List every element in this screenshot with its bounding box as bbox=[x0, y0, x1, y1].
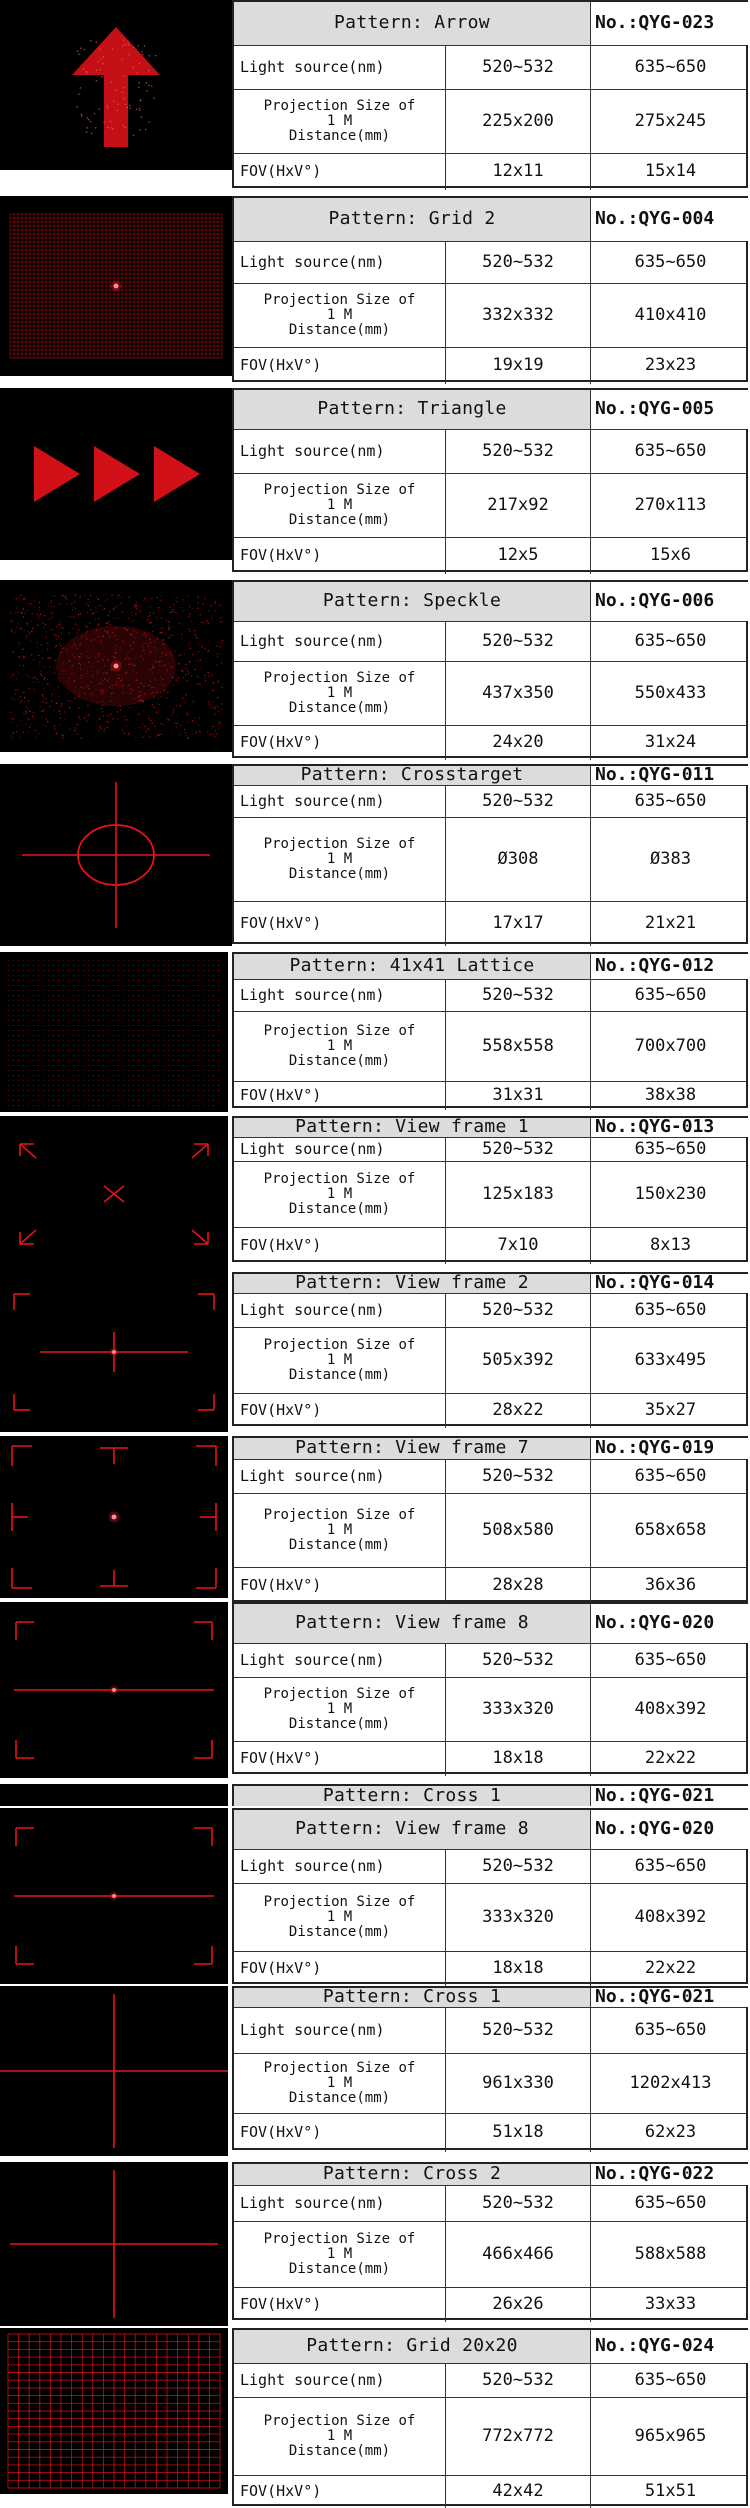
row-label: Light source(nm) bbox=[234, 786, 446, 817]
row-label: Light source(nm) bbox=[234, 430, 446, 473]
value-red: Ø383 bbox=[650, 848, 691, 869]
spec-table bbox=[232, 196, 748, 382]
value-red: 635~650 bbox=[634, 251, 707, 272]
row-label: Projection Size of 1 M Distance(mm) bbox=[234, 2398, 446, 2475]
value-green: 520~532 bbox=[446, 1460, 591, 1493]
row-label: Light source(nm) bbox=[234, 2364, 446, 2397]
value-green: 333x320 bbox=[446, 1884, 591, 1951]
pattern-block bbox=[0, 2328, 750, 2502]
fov-row bbox=[234, 1952, 746, 1986]
projection-size-row bbox=[234, 2222, 746, 2288]
value-green: 520~532 bbox=[446, 242, 591, 283]
value-red: 635~650 bbox=[634, 790, 707, 811]
pattern-name: Pattern: Grid 2 bbox=[234, 198, 591, 241]
fov-row bbox=[234, 1228, 746, 1264]
value-green: Ø308 bbox=[446, 818, 591, 901]
value-red: 408x392 bbox=[634, 1906, 707, 1927]
model-number: No.:QYG-021 bbox=[591, 1786, 750, 1806]
value-red: 635~650 bbox=[634, 2019, 707, 2040]
row-label: Light source(nm) bbox=[234, 242, 446, 283]
spec-table bbox=[232, 2328, 748, 2506]
value-green: 520~532 bbox=[446, 1644, 591, 1677]
value-red: 270x113 bbox=[634, 494, 707, 515]
strip-thumb bbox=[0, 1784, 228, 1806]
light-source-row bbox=[234, 2364, 746, 2398]
row-label: Light source(nm) bbox=[234, 980, 446, 1011]
table-header-row bbox=[234, 1786, 746, 1806]
model-number: No.:QYG-006 bbox=[591, 582, 750, 621]
fov-row bbox=[234, 1742, 746, 1776]
projection-size-row bbox=[234, 662, 746, 726]
value-red: 635~650 bbox=[634, 630, 707, 651]
pattern-block bbox=[0, 764, 750, 952]
spec-table bbox=[232, 1436, 748, 1602]
table-header-row bbox=[234, 198, 746, 242]
row-label: Projection Size of 1 M Distance(mm) bbox=[234, 90, 446, 153]
value-green: 961x330 bbox=[446, 2054, 591, 2113]
projection-size-row bbox=[234, 474, 746, 538]
model-number: No.:QYG-024 bbox=[591, 2330, 750, 2363]
value-red: 635~650 bbox=[634, 1138, 707, 1159]
spec-table bbox=[232, 1116, 748, 1262]
value-red: 658x658 bbox=[634, 1519, 707, 1540]
value-red: 635~650 bbox=[634, 1465, 707, 1486]
row-label: FOV(HxV°) bbox=[234, 726, 446, 760]
fov-row bbox=[234, 1568, 746, 1604]
row-label: FOV(HxV°) bbox=[234, 2288, 446, 2322]
pattern-name: Pattern: Cross 1 bbox=[234, 1988, 591, 2007]
model-number: No.:QYG-020 bbox=[591, 1604, 750, 1643]
pattern-block bbox=[0, 196, 750, 388]
projection-size-row bbox=[234, 818, 746, 902]
value-red: 15x14 bbox=[644, 161, 697, 182]
pattern-name: Pattern: Cross 1 bbox=[234, 1786, 591, 1806]
value-green: 28x28 bbox=[446, 1568, 591, 1604]
value-red: 36x36 bbox=[644, 1575, 697, 1596]
value-green: 520~532 bbox=[446, 980, 591, 1011]
value-red: 15x6 bbox=[650, 545, 691, 566]
projection-size-row bbox=[234, 1494, 746, 1568]
table-header-row bbox=[234, 2164, 746, 2186]
row-label: FOV(HxV°) bbox=[234, 348, 446, 384]
spec-table bbox=[232, 1808, 748, 1984]
row-label: Light source(nm) bbox=[234, 1294, 446, 1327]
projection-size-row bbox=[234, 284, 746, 348]
row-label: Light source(nm) bbox=[234, 622, 446, 661]
row-label: FOV(HxV°) bbox=[234, 154, 446, 190]
model-number: No.:QYG-022 bbox=[591, 2164, 750, 2185]
row-label: FOV(HxV°) bbox=[234, 902, 446, 946]
value-red: 31x24 bbox=[644, 732, 697, 753]
model-number: No.:QYG-021 bbox=[591, 1988, 750, 2007]
value-red: 150x230 bbox=[634, 1183, 707, 1204]
cross-1-pattern-icon bbox=[0, 1986, 228, 2156]
lattice-pattern-icon bbox=[0, 952, 228, 1112]
value-red: 635~650 bbox=[634, 2192, 707, 2213]
spec-table bbox=[232, 2162, 748, 2320]
row-label: Light source(nm) bbox=[234, 2008, 446, 2053]
row-label: FOV(HxV°) bbox=[234, 1082, 446, 1110]
value-red: 22x22 bbox=[644, 1748, 697, 1769]
projection-size-row bbox=[234, 1328, 746, 1394]
grid-pattern-icon bbox=[0, 196, 232, 376]
view-frame-7-pattern-icon bbox=[0, 1436, 228, 1598]
value-red: 633x495 bbox=[634, 1349, 707, 1370]
value-green: 520~532 bbox=[446, 2186, 591, 2221]
value-green: 12x11 bbox=[446, 154, 591, 190]
value-green: 520~532 bbox=[446, 786, 591, 817]
row-label: Projection Size of 1 M Distance(mm) bbox=[234, 1678, 446, 1741]
value-green: 520~532 bbox=[446, 1850, 591, 1883]
value-red: 33x33 bbox=[644, 2294, 697, 2315]
view-frame-1-pattern-icon bbox=[0, 1116, 228, 1272]
projection-size-row bbox=[234, 2398, 746, 2476]
clipped-header-strip bbox=[0, 1784, 750, 1806]
value-green: 772x772 bbox=[446, 2398, 591, 2475]
value-green: 51x18 bbox=[446, 2114, 591, 2152]
value-green: 17x17 bbox=[446, 902, 591, 946]
fov-row bbox=[234, 2288, 746, 2322]
row-label: FOV(HxV°) bbox=[234, 1568, 446, 1604]
value-red: 38x38 bbox=[644, 1085, 697, 1106]
row-label: Projection Size of 1 M Distance(mm) bbox=[234, 474, 446, 537]
view-frame-2-pattern-icon bbox=[0, 1272, 228, 1432]
fov-row bbox=[234, 726, 746, 760]
pattern-name: Pattern: Speckle bbox=[234, 582, 591, 621]
value-red: 62x23 bbox=[644, 2122, 697, 2143]
row-label: Light source(nm) bbox=[234, 1460, 446, 1493]
value-red: 410x410 bbox=[634, 304, 707, 325]
strip-table bbox=[232, 1784, 748, 1806]
value-green: 558x558 bbox=[446, 1012, 591, 1081]
pattern-name: Pattern: Crosstarget bbox=[234, 766, 591, 785]
value-green: 18x18 bbox=[446, 1742, 591, 1776]
value-green: 520~532 bbox=[446, 2364, 591, 2397]
cross-2-pattern-icon bbox=[0, 2162, 228, 2326]
triangle-pattern-icon bbox=[0, 388, 232, 560]
light-source-row bbox=[234, 980, 746, 1012]
table-header-row bbox=[234, 954, 746, 980]
table-header-row bbox=[234, 2, 746, 46]
projection-size-row bbox=[234, 1012, 746, 1082]
light-source-row bbox=[234, 1460, 746, 1494]
value-red: 635~650 bbox=[634, 56, 707, 77]
spec-table bbox=[232, 1602, 748, 1774]
fov-row bbox=[234, 348, 746, 384]
row-label: FOV(HxV°) bbox=[234, 2476, 446, 2508]
spec-table bbox=[232, 1986, 748, 2150]
row-label: FOV(HxV°) bbox=[234, 2114, 446, 2152]
value-red: 635~650 bbox=[634, 1855, 707, 1876]
row-label: Light source(nm) bbox=[234, 1850, 446, 1883]
value-red: 635~650 bbox=[634, 1299, 707, 1320]
row-label: Projection Size of 1 M Distance(mm) bbox=[234, 2222, 446, 2287]
value-green: 520~532 bbox=[446, 46, 591, 89]
row-label: FOV(HxV°) bbox=[234, 1228, 446, 1264]
value-red: 408x392 bbox=[634, 1698, 707, 1719]
value-red: 1202x413 bbox=[629, 2072, 712, 2093]
view-frame-8-pattern-icon bbox=[0, 1808, 228, 1984]
pattern-name: Pattern: View frame 1 bbox=[234, 1118, 591, 1137]
value-green: 466x466 bbox=[446, 2222, 591, 2287]
value-green: 31x31 bbox=[446, 1082, 591, 1110]
table-header-row bbox=[234, 1810, 746, 1850]
value-green: 225x200 bbox=[446, 90, 591, 153]
spec-table bbox=[232, 388, 748, 572]
pattern-name: Pattern: Triangle bbox=[234, 390, 591, 429]
projection-size-row bbox=[234, 1884, 746, 1952]
pattern-block bbox=[0, 1436, 750, 1602]
model-number: No.:QYG-005 bbox=[591, 390, 750, 429]
spec-table bbox=[232, 764, 748, 944]
speckle-pattern-icon bbox=[0, 580, 232, 752]
pattern-block bbox=[0, 1808, 750, 1986]
table-header-row bbox=[234, 766, 746, 786]
row-label: Projection Size of 1 M Distance(mm) bbox=[234, 284, 446, 347]
table-header-row bbox=[234, 2330, 746, 2364]
table-header-row bbox=[234, 390, 746, 430]
table-header-row bbox=[234, 1274, 746, 1294]
value-red: 635~650 bbox=[634, 984, 707, 1005]
row-label: Light source(nm) bbox=[234, 46, 446, 89]
model-number: No.:QYG-012 bbox=[591, 954, 750, 979]
fov-row bbox=[234, 2114, 746, 2152]
value-red: 23x23 bbox=[644, 355, 697, 376]
pattern-name: Pattern: Cross 2 bbox=[234, 2164, 591, 2185]
light-source-row bbox=[234, 1138, 746, 1162]
value-red: 700x700 bbox=[634, 1035, 707, 1056]
value-green: 28x22 bbox=[446, 1394, 591, 1428]
pattern-block bbox=[0, 1116, 750, 1272]
row-label: FOV(HxV°) bbox=[234, 1394, 446, 1428]
value-red: 588x588 bbox=[634, 2243, 707, 2264]
row-label: FOV(HxV°) bbox=[234, 1742, 446, 1776]
value-red: 35x27 bbox=[644, 1400, 697, 1421]
row-label: Projection Size of 1 M Distance(mm) bbox=[234, 662, 446, 725]
row-label: Projection Size of 1 M Distance(mm) bbox=[234, 1494, 446, 1567]
value-green: 217x92 bbox=[446, 474, 591, 537]
model-number: No.:QYG-020 bbox=[591, 1810, 750, 1849]
fov-row bbox=[234, 1394, 746, 1428]
table-header-row bbox=[234, 1438, 746, 1460]
pattern-block bbox=[0, 1602, 750, 1782]
light-source-row bbox=[234, 786, 746, 818]
grid-20x20-pattern-icon bbox=[0, 2328, 228, 2494]
light-source-row bbox=[234, 1294, 746, 1328]
pattern-block bbox=[0, 580, 750, 764]
row-label: FOV(HxV°) bbox=[234, 1952, 446, 1986]
value-green: 19x19 bbox=[446, 348, 591, 384]
table-header-row bbox=[234, 1988, 746, 2008]
arrow-pattern-icon bbox=[0, 0, 232, 170]
row-label: Projection Size of 1 M Distance(mm) bbox=[234, 1012, 446, 1081]
pattern-name: Pattern: View frame 8 bbox=[234, 1604, 591, 1643]
fov-row bbox=[234, 538, 746, 574]
spec-table bbox=[232, 0, 748, 188]
value-red: 22x22 bbox=[644, 1958, 697, 1979]
fov-row bbox=[234, 902, 746, 946]
pattern-block bbox=[0, 388, 750, 580]
value-green: 26x26 bbox=[446, 2288, 591, 2322]
model-number: No.:QYG-004 bbox=[591, 198, 750, 241]
value-green: 7x10 bbox=[446, 1228, 591, 1264]
light-source-row bbox=[234, 46, 746, 90]
pattern-block bbox=[0, 1986, 750, 2162]
value-green: 520~532 bbox=[446, 1138, 591, 1161]
value-green: 42x42 bbox=[446, 2476, 591, 2508]
value-green: 520~532 bbox=[446, 430, 591, 473]
pattern-block bbox=[0, 952, 750, 1116]
spec-table bbox=[232, 580, 748, 758]
value-green: 24x20 bbox=[446, 726, 591, 760]
value-green: 125x183 bbox=[446, 1162, 591, 1227]
light-source-row bbox=[234, 2008, 746, 2054]
value-red: 550x433 bbox=[634, 682, 707, 703]
value-green: 12x5 bbox=[446, 538, 591, 574]
light-source-row bbox=[234, 242, 746, 284]
value-red: 635~650 bbox=[634, 2369, 707, 2390]
value-green: 332x332 bbox=[446, 284, 591, 347]
light-source-row bbox=[234, 430, 746, 474]
pattern-name: Pattern: Grid 20x20 bbox=[234, 2330, 591, 2363]
row-label: Projection Size of 1 M Distance(mm) bbox=[234, 1328, 446, 1393]
value-red: 635~650 bbox=[634, 1649, 707, 1670]
table-header-row bbox=[234, 1118, 746, 1138]
pattern-block bbox=[0, 0, 750, 196]
value-red: 635~650 bbox=[634, 440, 707, 461]
row-label: FOV(HxV°) bbox=[234, 538, 446, 574]
pattern-block bbox=[0, 1272, 750, 1436]
pattern-name: Pattern: Arrow bbox=[234, 2, 591, 45]
model-number: No.:QYG-023 bbox=[591, 2, 750, 45]
fov-row bbox=[234, 154, 746, 190]
value-green: 520~532 bbox=[446, 622, 591, 661]
pattern-block bbox=[0, 2162, 750, 2328]
pattern-name: Pattern: 41x41 Lattice bbox=[234, 954, 591, 979]
model-number: No.:QYG-013 bbox=[591, 1118, 750, 1137]
view-frame-8-pattern-icon bbox=[0, 1602, 228, 1778]
light-source-row bbox=[234, 1644, 746, 1678]
value-red: 21x21 bbox=[644, 913, 697, 934]
table-header-row bbox=[234, 1604, 746, 1644]
pattern-name: Pattern: View frame 7 bbox=[234, 1438, 591, 1459]
fov-row bbox=[234, 2476, 746, 2508]
model-number: No.:QYG-019 bbox=[591, 1438, 750, 1459]
value-red: 51x51 bbox=[644, 2481, 697, 2502]
projection-size-row bbox=[234, 90, 746, 154]
fov-row bbox=[234, 1082, 746, 1110]
value-green: 437x350 bbox=[446, 662, 591, 725]
model-number: No.:QYG-014 bbox=[591, 1274, 750, 1293]
value-green: 508x580 bbox=[446, 1494, 591, 1567]
row-label: Projection Size of 1 M Distance(mm) bbox=[234, 1162, 446, 1227]
light-source-row bbox=[234, 1850, 746, 1884]
light-source-row bbox=[234, 2186, 746, 2222]
row-label: Light source(nm) bbox=[234, 1644, 446, 1677]
light-source-row bbox=[234, 622, 746, 662]
projection-size-row bbox=[234, 2054, 746, 2114]
value-red: 275x245 bbox=[634, 110, 707, 131]
row-label: Light source(nm) bbox=[234, 1138, 446, 1161]
value-green: 520~532 bbox=[446, 1294, 591, 1327]
value-red: 8x13 bbox=[650, 1235, 691, 1256]
pattern-name: Pattern: View frame 8 bbox=[234, 1810, 591, 1849]
row-label: Projection Size of 1 M Distance(mm) bbox=[234, 818, 446, 901]
value-red: 965x965 bbox=[634, 2425, 707, 2446]
pattern-name: Pattern: View frame 2 bbox=[234, 1274, 591, 1293]
model-number: No.:QYG-011 bbox=[591, 766, 750, 785]
spec-table bbox=[232, 1272, 748, 1426]
projection-size-row bbox=[234, 1162, 746, 1228]
crosstarget-pattern-icon bbox=[0, 764, 232, 946]
spec-table bbox=[232, 952, 748, 1108]
value-green: 333x320 bbox=[446, 1678, 591, 1741]
row-label: Light source(nm) bbox=[234, 2186, 446, 2221]
value-green: 18x18 bbox=[446, 1952, 591, 1986]
value-green: 520~532 bbox=[446, 2008, 591, 2053]
value-green: 505x392 bbox=[446, 1328, 591, 1393]
projection-size-row bbox=[234, 1678, 746, 1742]
table-header-row bbox=[234, 582, 746, 622]
row-label: Projection Size of 1 M Distance(mm) bbox=[234, 2054, 446, 2113]
row-label: Projection Size of 1 M Distance(mm) bbox=[234, 1884, 446, 1951]
